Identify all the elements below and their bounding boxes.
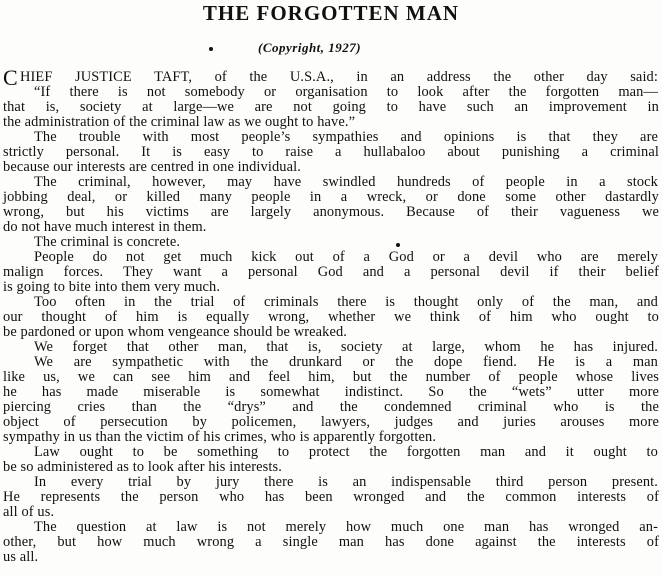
line-text: “If there is not somebody or organisation to look after the forgotten man— [34, 84, 658, 100]
line-text: The question at law is not merely how much one man has wronged an- [34, 519, 658, 535]
article-line [34, 355, 658, 370]
line-text: We forget that other man, that is, society at large, whom he has injured. [34, 339, 658, 355]
article-line [3, 370, 659, 385]
decorative-dot [209, 47, 213, 51]
article-line-lead [20, 70, 658, 85]
article-line [34, 295, 658, 310]
line-text: The criminal is concrete. [34, 234, 181, 250]
line-text: all of us. [3, 504, 55, 520]
article-line [3, 100, 659, 115]
line-text: other, but how much wrong a single man has done against the interests of [3, 534, 659, 550]
line-text: like us, we can see him and feel him, but the number of people whose lives [3, 369, 659, 385]
line-text: our thought of him is equally wrong, whether we think of him who ought to [3, 309, 659, 325]
article-line [3, 325, 659, 340]
article-line [3, 460, 659, 475]
drop-cap-letter: C [3, 65, 18, 90]
article-line [34, 445, 658, 460]
article-line [3, 280, 659, 295]
article-line [34, 475, 658, 490]
article-line [3, 415, 659, 430]
line-text: us all. [3, 549, 39, 565]
line-text: be pardoned or upon whom vengeance should be wreaked. [3, 324, 348, 340]
article-line [3, 490, 659, 505]
article-line [3, 550, 659, 565]
line-text: be so administered as to look after his interests. [3, 459, 282, 475]
line-text: piercing cries than the “drys” and the condemned criminal who is the [3, 399, 659, 415]
line-text: wrong, but his victims are largely anonymous. Because of their vagueness we [3, 204, 659, 220]
line-text: We are sympathetic with the drunkard or the dope fiend. He is a man [34, 354, 658, 370]
line-text: HIEF JUSTICE TAFT, of the U.S.A., in an address the other day said: [20, 69, 658, 85]
article-line [34, 340, 658, 355]
line-text: The trouble with most people’s sympathies and opinions is that they are [34, 129, 658, 145]
article-line [3, 115, 659, 130]
article-line [3, 535, 659, 550]
line-text: sympathy in us than the victim of his crimes, who is apparently forgotten. [3, 429, 437, 445]
line-text: is going to bite into them very much. [3, 279, 221, 295]
line-text: jobbing deal, or killed many people in a wreck, or done some other dastardly [3, 189, 659, 205]
article-line [3, 505, 659, 520]
line-text: that is, society at large—we are not going to have such an improvement in [3, 99, 659, 115]
article-line [3, 265, 659, 280]
article-line [3, 430, 659, 445]
article-line [34, 235, 658, 250]
line-text: because our interests are centred in one individual. [3, 159, 301, 175]
article-line [3, 400, 659, 415]
article-line [34, 85, 658, 100]
copyright-notice: (Copyright, 1927) [258, 40, 362, 55]
line-text: he has made miserable is somewhat indistinct. So the “wets” utter more [3, 384, 659, 400]
article-line [3, 160, 659, 175]
article-line [3, 190, 659, 205]
line-text: the administration of the criminal law as we ought to have.” [3, 114, 356, 130]
line-text: malign forces. They want a personal God and a personal devil if their belief [3, 264, 659, 280]
line-text: The criminal, however, may have swindled hundreds of people in a stock [34, 174, 658, 190]
article-line [34, 250, 658, 265]
line-text: Law ought to be something to protect the forgotten man and it ought to [34, 444, 658, 460]
article-line [3, 385, 659, 400]
line-text: do not have much interest in them. [3, 219, 207, 235]
line-text: object of persecution by policemen, lawyers, judges and juries arouses more [3, 414, 659, 430]
article-line [3, 205, 659, 220]
line-text: He represents the person who has been wronged and the common interests of [3, 489, 659, 505]
line-text: strictly personal. It is easy to raise a hullabaloo about punishing a criminal [3, 144, 659, 160]
line-text: People do not get much kick out of a God or a devil who are merely [34, 249, 658, 265]
line-text: Too often in the trial of criminals there is thought only of the man, and [34, 294, 658, 310]
article-line [34, 520, 658, 535]
article-line [3, 220, 659, 235]
article-line [34, 130, 658, 145]
article-line [3, 310, 659, 325]
line-text: In every trial by jury there is an indispensable third person present. [34, 474, 658, 490]
decorative-dot [396, 243, 400, 247]
article-line [34, 175, 658, 190]
article-line [3, 145, 659, 160]
article-title: THE FORGOTTEN MAN [202, 1, 460, 25]
